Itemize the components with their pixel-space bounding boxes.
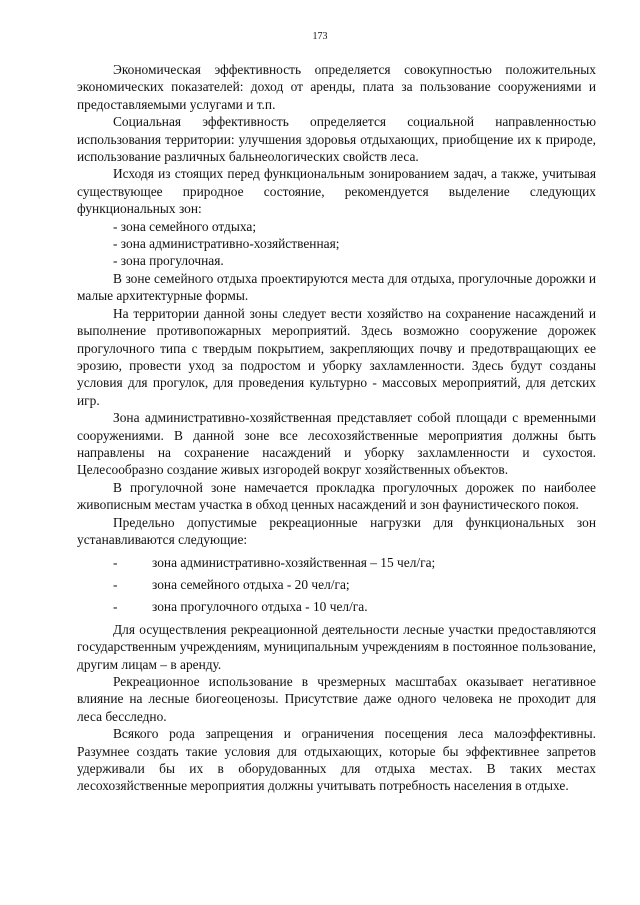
load-list-item xyxy=(77,576,596,593)
list-dash: - xyxy=(113,555,118,571)
paragraph-loads-intro: Предельно допустимые рекреационные нагрузки для функциональных зон устанавливаются следующие: xyxy=(77,514,596,547)
load-text: зона административно-хозяйственная – 15 чел/га; xyxy=(152,555,436,571)
list-dash: - xyxy=(113,577,118,593)
list-dash: - xyxy=(113,599,118,615)
zone-list-item: - зона семейного отдыха; xyxy=(113,218,257,234)
load-text: зона прогулочного отдыха - 10 чел/га. xyxy=(152,599,368,615)
paragraph-restrictions: Всякого рода запрещения и ограничения посещения леса малоэффективны. Разумнее создать такие условия для отдыхающих, которые бы эффективнее запретов удерживали бы их в оборудованных для отдыха местах. В таких местах лесохозяйственные мероприятия должны учитывать потребность населения в отдыхе. xyxy=(77,726,596,794)
load-list-item xyxy=(77,598,596,615)
page-number: 173 xyxy=(312,31,328,42)
paragraph-economic-efficiency: Экономическая эффективность определяется совокупностью положительных экономических показателей: доход от аренды, плата за пользование сооружениями и предоставляемыми услугами и т.п. xyxy=(77,62,596,112)
paragraph-zoning-intro: Исходя из стоящих перед функциональным зонированием задач, а также, учитывая существующее природное состояние, рекомендуется выделение следующих функциональных зон: xyxy=(77,166,596,217)
paragraph-admin-zone: Зона административно-хозяйственная представляет собой площади с временными сооружениями. В данной зоне все лесохозяйственные мероприятия должны быть направлены на сохранение насаждений и уборку захламленности и сухостоя. Целесообразно создание живых изгородей вокруг хозяйственных объектов. xyxy=(77,410,596,478)
page-content xyxy=(77,61,596,795)
paragraph-excessive-use: Рекреационное использование в чрезмерных масштабах оказывает негативное влияние на лесные биогеоценозы. Присутствие даже одного человека не проходит для леса бесследно. xyxy=(77,674,596,724)
zone-list-item: - зона административно-хозяйственная; xyxy=(113,236,340,252)
paragraph-recreation-provision: Для осуществления рекреационной деятельности лесные участки предоставляются государственным учреждениям, муниципальным учреждениям в постоянное пользование, другим лицам – в аренду. xyxy=(77,621,596,672)
paragraph-family-zone: В зоне семейного отдыха проектируются места для отдыха, прогулочные дорожки и малые архитектурные формы. xyxy=(77,270,596,304)
loads-list xyxy=(77,554,596,615)
load-list-item xyxy=(77,554,596,571)
load-text: зона семейного отдыха - 20 чел/га; xyxy=(152,577,350,593)
paragraph-territory-management: На территории данной зоны следует вести хозяйство на сохранение насаждений и выполнение противопожарных мероприятий. Здесь возможно сооружение дорожек прогулочного типа с твердым покрытием, закрепляющих почву и предотвращающих ее эрозию, провести уход за подростом и уборку захламленности. Здесь будут созданы условия для прогулок, для проведения культурно - массовых мероприятий, для детских игр. xyxy=(77,305,596,408)
paragraph-social-efficiency: Социальная эффективность определяется социальной направленностью использования территории: улучшения здоровья отдыхающих, приобщение их к природе, использование различных бальнеологических свойств леса. xyxy=(77,114,596,165)
paragraph-walking-zone: В прогулочной зоне намечается прокладка прогулочных дорожек по наиболее живописным местам участка в обход ценных насаждений и зон фаунистического покоя. xyxy=(77,479,596,513)
zone-list-item: - зона прогулочная. xyxy=(113,253,224,269)
